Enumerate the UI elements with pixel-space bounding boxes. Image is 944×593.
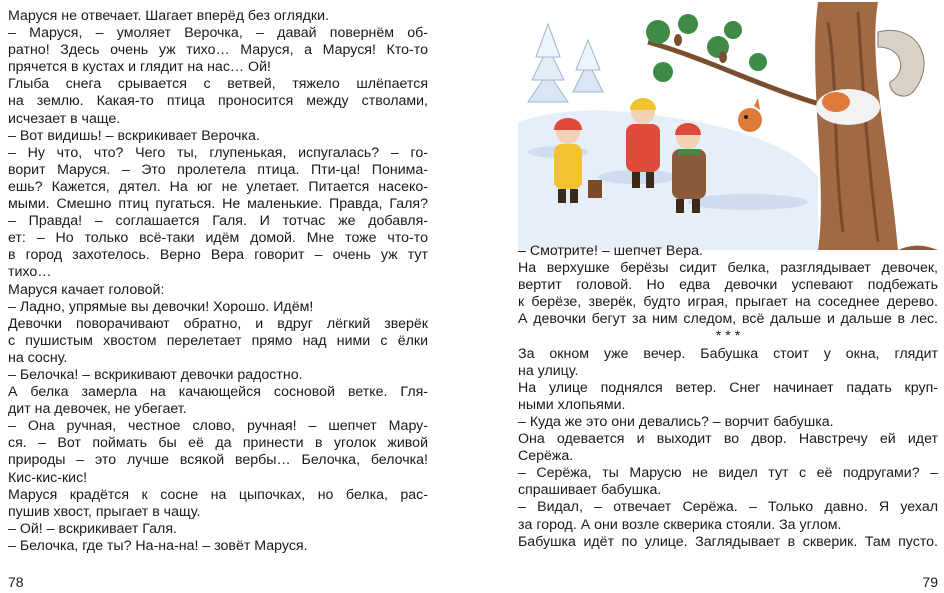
text-line: ратно! Здесь очень уж тихо… Маруся, а Маруся! Кто-то [8, 42, 428, 59]
text-line: в город захотелось. Верно Вера говорит – очень уж тут [8, 247, 428, 264]
text-line: – Куда же это они девались? – ворчит бабушка. [518, 413, 834, 430]
text-line: на землю. Какая-то птица проносится между стволами, [8, 93, 428, 110]
text-line: – Смотрите! – шепчет Вера. [518, 243, 703, 259]
text-line: А белка замерла на качающейся сосновой ветке. Гля- [8, 384, 428, 401]
text-line: к берёзе, зверёк, будто играя, прыгает на соседнее дерево. [518, 294, 938, 311]
text-line: ет: – Но только всё-таки идём домой. Мне тоже что-то [8, 230, 428, 247]
text-line: А девочки бегут за ним следом, всё дальше и дальше в лес. [518, 311, 938, 328]
text-line: За окном уже вечер. Бабушка стоит у окна, глядит [518, 345, 938, 362]
text-line: с пушистым хвостом перелетает прямо над ними с ёлки [8, 332, 428, 349]
winter-forest-illustration [518, 2, 938, 250]
text-line: пушив хвост, прыгает в чащу. [8, 503, 201, 520]
text-line: исчезает в чаще. [8, 110, 121, 127]
text-line: тихо… [8, 264, 52, 281]
text-line: на улицу. [518, 362, 579, 379]
left-page [8, 0, 428, 593]
text-line: Маруся не отвечает. Шагает вперёд без оглядки. [8, 8, 329, 24]
text-line: Серёжа. [518, 448, 574, 465]
text-line: – Видал, – отвечает Серёжа. – Только давно. Я уехал [518, 499, 938, 516]
text-line: за город. А они возле скверика стояли. За углом. [518, 516, 842, 533]
text-line: ешь? Кажется, дятел. На юг не улетает. Питается насеко- [8, 178, 428, 195]
text-line: вертит головой. Но едва девочки успевают подбежать [518, 277, 938, 294]
left-page-number: 78 [8, 574, 24, 590]
text-line: – Ладно, упрямые вы девочки! Хорошо. Идём! [8, 298, 314, 315]
text-line: прячется в кустах и глядит на нас… Ой! [8, 59, 271, 76]
left-page-text [8, 8, 428, 555]
text-line: – Она ручная, честное слово, ручная! – шепчет Мару- [8, 418, 428, 435]
snowy-fir-tree-icon [528, 24, 603, 102]
text-line: – Белочка, где ты? На-на-на! – зовёт Маруся. [8, 537, 308, 554]
text-line: ся. – Вот поймать бы её да принести в уголок живой [8, 435, 428, 452]
text-line: ными хлопьями. [518, 396, 626, 413]
right-page-number: 79 [922, 574, 938, 590]
text-line: – Правда! – соглашается Галя. И тотчас же добавля- [8, 213, 428, 230]
text-line: – Вот видишь! – вскрикивает Верочка. [8, 127, 260, 144]
text-line: Маруся качает головой: [8, 281, 165, 298]
text-line: – Белочка! – вскрикивают девочки радостно. [8, 366, 303, 383]
section-separator: * * * [715, 328, 741, 345]
text-line: дит на девочек, не убегает. [8, 401, 187, 418]
right-page [518, 0, 938, 593]
text-line: ворит Маруся. – Это пролетела птица. Пти-ца! Понима- [8, 161, 428, 178]
text-line: спрашивает бабушка. [518, 482, 662, 499]
text-line: Кис-кис-кис! [8, 469, 88, 486]
text-line: природы – это лучше всякой вербы… Белочка, белочка! [8, 452, 428, 469]
text-line: – Ну что, что? Чего ты, глупенькая, испугалась? – го- [8, 144, 428, 161]
text-line: Бабушка идёт по улице. Заглядывает в скверик. Там пусто. [518, 533, 938, 550]
text-line: Маруся крадётся к сосне на цыпочках, но белка, рас- [8, 486, 428, 503]
text-line: На улице поднялся ветер. Снег начинает падать круп- [518, 379, 938, 396]
text-line: – Маруся, – умоляет Верочка, – давай повернём об- [8, 25, 428, 42]
right-page-text [518, 243, 938, 551]
text-line: На верхушке берёзы сидит белка, разглядывает девочек, [518, 260, 938, 277]
text-line: мыми. Смешно птиц пугаться. Не маленькие. Правда, Галя? [8, 196, 428, 213]
text-line: на сосну. [8, 349, 68, 366]
text-line: – Серёжа, ты Марусю не видел тут с её подругами? – [518, 465, 938, 482]
tree-trunk-icon [815, 2, 938, 250]
text-line: Девочки поворачивают обратно, и вдруг лёгкий зверёк [8, 315, 428, 332]
text-line: – Ой! – вскрикивает Галя. [8, 520, 177, 537]
text-line: Глыба снега срывается с ветвей, тяжело шлёпается [8, 76, 428, 93]
text-line: Она одевается и выходит во двор. Навстречу ей идет [518, 431, 938, 448]
